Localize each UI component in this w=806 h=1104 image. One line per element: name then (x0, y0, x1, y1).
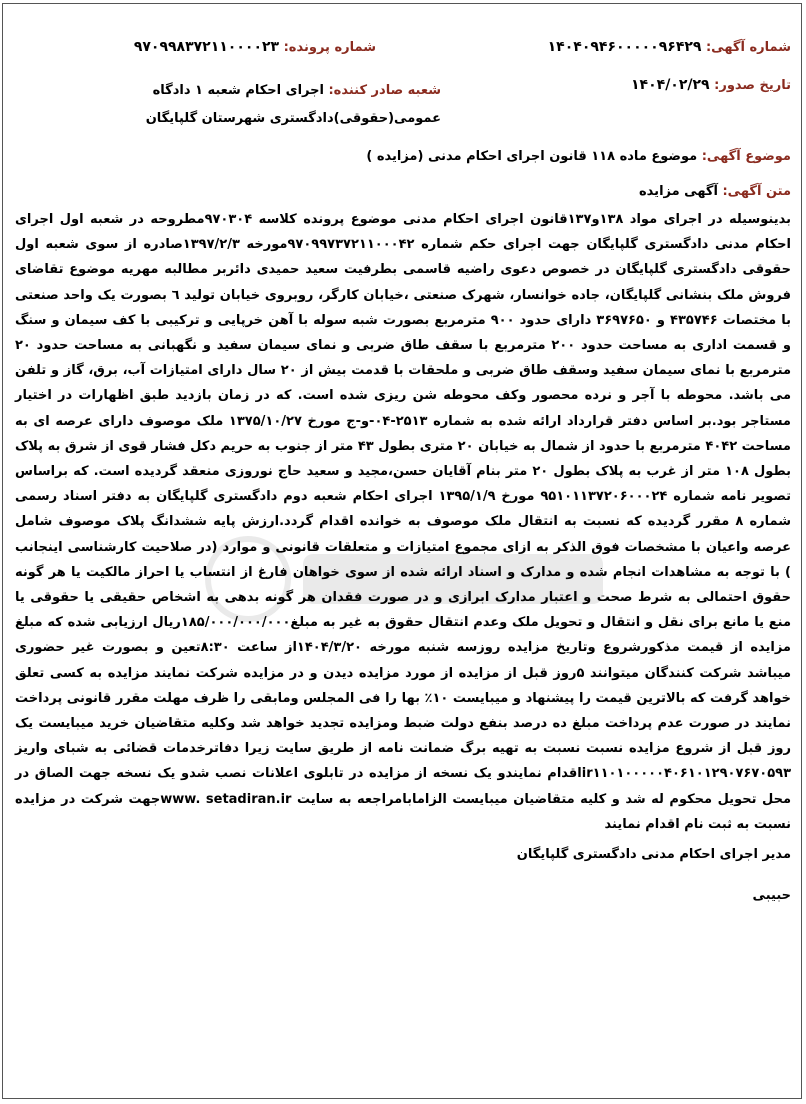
case-number (134, 39, 376, 55)
issue-date (631, 77, 791, 93)
body-label: متن آگهی: (722, 184, 791, 199)
ad-number (548, 39, 791, 55)
body-heading: آگهی مزایده (639, 184, 718, 199)
branch-label: شعبه صادر کننده: (328, 83, 441, 98)
issue-date-value: ۱۴۰۴/۰۲/۲۹ (631, 77, 710, 93)
ad-number-value: ۱۴۰۴۰۹۴۶۰۰۰۰۰۹۶۴۲۹ (547, 39, 702, 55)
issuing-branch (111, 77, 441, 133)
issue-date-label: تاریخ صدور: (714, 78, 791, 93)
signer-name: حبیبی (752, 888, 791, 903)
subject-value: موضوع ماده ۱۱۸ قانون اجرای احکام مدنی (مزایده ) (366, 149, 698, 164)
ad-number-label: شماره آگهی: (705, 40, 791, 55)
body-heading-row (639, 184, 791, 199)
subject (366, 149, 791, 164)
subject-label: موضوع آگهی: (701, 149, 791, 164)
case-number-value: ۹۷۰۹۹۸۳۷۲۱۱۰۰۰۰۲۳ (133, 39, 280, 55)
case-number-label: شماره پرونده: (283, 40, 376, 55)
branch-value: اجرای احکام شعبه ۱ دادگاه عمومی(حقوقی)دادگستری شهرستان گلپایگان (145, 83, 441, 126)
notice-body-text: بدینوسیله در اجرای مواد ۱۳۸و۱۳۷قانون اجرای احکام مدنی موضوع پرونده کلاسه ۹۷۰۳۰۴مطروحه در شعبه اول اجرای احکام مدنی دادگستری گلپایگان جهت اجرای حکم شماره ۹۷۰۹۹۷۳۷۲۱۱۰۰۰۴۲مورخه ۱۳۹۷/۲/۳صادره از سوی شعبه اول حقوقی دادگستری گلپایگان در خصوص دعوی راضیه قاسمی بطرفیت سعید حمیدی دائربر مطالبه مهریه موضوع تقاضای فروش ملک بنشانی گلپایگان، جاده خوانسار، شهرک صنعتی ،خیابان کارگر، روبروی خیابان تولید ٦ بصورت یک واحد صنعتی با مختصات ۴۳۵۷۴۶ و ۳۶۹۷۶۵۰ دارای حدود ۹۰۰ مترمربع بصورت شبه سوله با آهن خرپایی و ترکیبی با کف سیمان و سنگ و قسمت اداری به مساحت حدود ۲۰۰ مترمربع با سقف طاق ضربی و نمای سیمان سفید و نگهبانی به مساحت حدود ۲۰ مترمربع با نمای سیمان سفید وسقف طاق ضربی و ملحقات با قدمت بیش از ۲۰ سال دارای امتیازات آب، برق، گاز و تلفن می باشد. محوطه با آجر و نرده محصور وکف محوطه شن ریزی شده است. که در زمان بازدید طبق اظهارات در اختیار مستاجر بود.بر اساس دفتر قرارداد ارائه شده به شماره ۲۵۱۳-۰۴-و-ج مورخ ۱۳۷۵/۱۰/۲۷ ملک موصوف دارای عرصه ای به مساحت ۴۰۴۲ مترمربع با حدود از شمال به خیابان ۲۰ متری بطول ۴۳ متر از جنوب به حریم دکل فشار قوی از شرق به پلاک بطول ۱۰۸ متر از غرب به پلاک بطول ۲۰ متر بنام آقایان حسن،مجید و سعید حاج نوروزی منعقد گردیده است. که براساس تصویر نامه شماره ۹۵۱۰۱۱۳۷۲۰۶۰۰۰۲۴ مورخ ۱۳۹۵/۱/۹ اجرای احکام شعبه دوم دادگستری گلپایگان به دفتر اسناد رسمی شماره ۸ مقرر گردیده که نسبت به انتقال ملک موصوف به خوانده اقدام گردد.ارزش پایه ششدانگ پلاک موصوف شامل عرصه واعیان با مشخصات فوق الذکر به ازای مجموع امتیازات و متعلقات قانونی و موارد (در صلاحیت کارشناسی اینجانب ) با توجه به مشاهدات انجام شده و مدارک و اسناد ارائه شده از سوی خواهان فارغ از انتساب یا احراز مالکیت یا هر گونه حقوق احتمالی به شرط صحت و اعتبار مدارک ابرازی و در صورت فقدان هر گونه بدهی به اشخاص حقیقی یا حقوقی یا منع یا مانع برای نقل و انتقال و تحویل ملک وعدم انتقال حقوق به غیر به مبلغ۱۸۵/۰۰۰/۰۰۰/۰۰۰ریال ارزیابی شده که مبلغ مزایده از قیمت مذکورشروع وتاریخ مزایده روزسه شنبه مورخه ۱۴۰۴/۳/۲۰از ساعت ۸:۳۰تعین و بصورت غیر حضوری میباشد شرکت کنندگان میتوانند ۵روز قبل از مزایده از مورد مزایده دیدن و در مزایده شرکت نمایند مزایده به کسی تعلق خواهد گرفت که بالاترین قیمت را پیشنهاد و میبایست ۱۰٪ بها را فی المجلس ومابقی را ظرف مهلت مقرر قانونی پرداخت نمایند در صورت عدم پرداخت مبلغ ده درصد بنفع دولت ضبط ومزایده تجدید خواهد شد وکلیه متقاضیان خرید میبایست یک روز قبل از شروع مزایده نسبت نسبت به تهیه برگ ضمانت نامه از طریق سایت زیرا دفاترخدمات قضائی به شبای واریز ir۱۱۰۱۰۰۰۰۰۴۰۶۱۰۱۲۹۰۷۶۷۰۵۹۳اقدام نمایندو یک نسخه از مزایده در تابلوی اعلانات نصب شدو یک نسخه جهت الصاق در محل تحویل محکوم له شد و کلیه متقاضیان میبایست الزامابامراجعه به سایت www. setadiran.irجهت شرکت در مزایده نسبت به ثبت نام اقدام نمایند (15, 212, 792, 832)
manager-title: مدیر اجرای احکام مدنی دادگستری گلپایگان (516, 847, 791, 862)
notice-document (2, 3, 802, 1099)
